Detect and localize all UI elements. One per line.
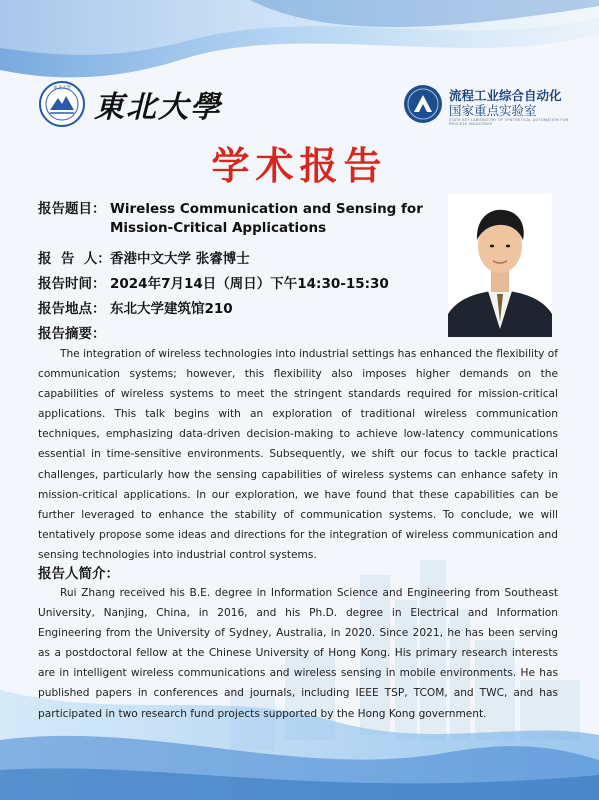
topic-row <box>38 197 423 217</box>
university-seal-logo <box>38 80 86 128</box>
seal-text: 東北大學 <box>53 86 71 91</box>
time-row <box>38 272 389 292</box>
speaker-photo <box>448 194 552 337</box>
topic-line1: Wireless Communication and Sensing for <box>110 201 423 217</box>
topic-line2: Mission-Critical Applications <box>110 220 327 236</box>
page-title: 学术报告 <box>211 144 388 188</box>
lab-logo <box>403 84 443 124</box>
lab-name-english: STATE KEY LABORATORY OF SYNTHETICAL AUTOMATION FOR PROCESS INDUSTRIES <box>449 118 569 127</box>
location-value: 东北大学建筑馆210 <box>110 301 233 317</box>
lab-name-line2: 国家重点实验室 <box>449 103 537 118</box>
lab-name-line1: 流程工业综合自动化 <box>449 88 562 103</box>
university-name: 東北大學 <box>94 90 222 125</box>
bio-text: Rui Zhang received his B.E. degree in Information Science and Engineering from Southeast University, Nanjing, China, in 2016, and his Ph.D. degree in Electrical and Information Engineering from the University of Sydney, Australia, in 2020. Since 2021, he has been serving as a postdoctoral fellow at the Chinese University of Hong Kong. His primary research interests are in intelligent wireless communications and wireless sensing in mobile environments. He has published papers in conferences and journals, including IEEE TSP, TCOM, and TWC, and has participated in two research fund projects supported by the Hong Kong government. <box>38 587 558 720</box>
abstract-text: The integration of wireless technologies into industrial settings has enhanced the flexibility of communication systems; however, this flexibility also imposes higher demands on the capabilities of wireless systems to meet the stringent standards required for mission-critical applications. This talk begins with an exploration of traditional wireless communication techniques, emphasizing data-driven decision-making to achieve low-latency communications essential in time-sensitive environments. Subsequently, we shift our focus to tackle practical challenges, particularly how the sensing capabilities of wireless systems can enhance safety in mission-critical applications. In our exploration, we have found that these capabilities can be further leveraged to enhance the stability of communication systems. To conclude, we will tentatively propose some ideas and directions for the integration of wireless communication and sensing technologies into industrial control systems. <box>38 348 558 561</box>
speaker-label: 报 告 人： <box>38 251 111 267</box>
location-label: 报告地点： <box>38 301 106 317</box>
time-label: 报告时间： <box>38 276 106 292</box>
bio-label: 报告人简介： <box>38 566 119 582</box>
location-row <box>38 297 233 317</box>
topic-label: 报告题目： <box>38 201 106 217</box>
speaker-value: 香港中文大学 张睿博士 <box>110 251 250 267</box>
speaker-row <box>38 247 250 267</box>
time-value: 2024年7月14日（周日）下午14:30-15:30 <box>110 276 389 292</box>
abstract-label: 报告摘要： <box>38 326 106 342</box>
